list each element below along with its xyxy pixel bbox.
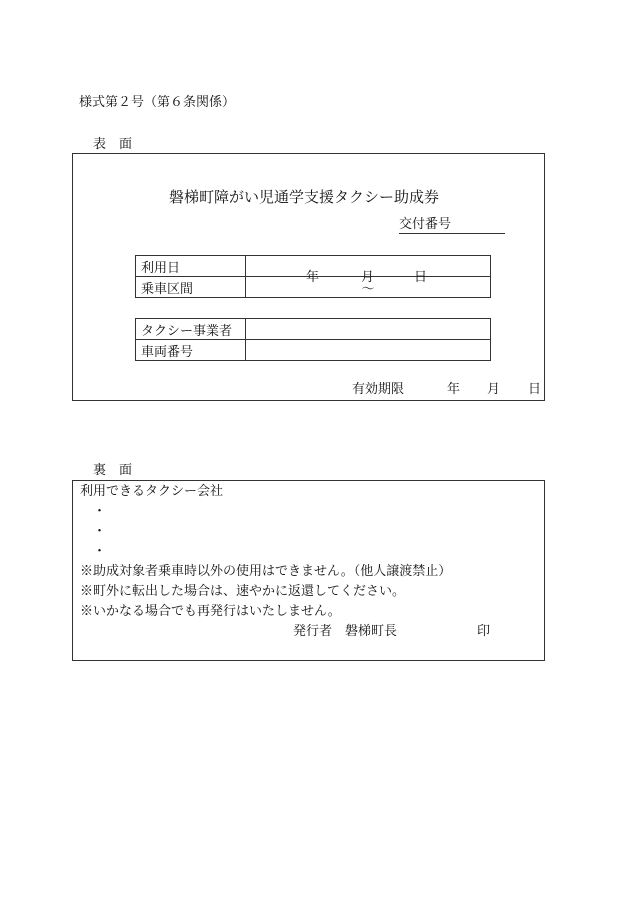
vehicle-number-row xyxy=(136,340,491,361)
usage-date-field[interactable] xyxy=(246,256,491,285)
issue-number-field[interactable] xyxy=(399,217,505,233)
back-card xyxy=(72,480,545,661)
route-separator: ～ xyxy=(361,281,375,297)
company-bullet-2: ・ xyxy=(93,524,107,539)
back-section-label: 裏 面 xyxy=(93,463,133,478)
validity-label: 有効期限 xyxy=(352,382,405,397)
seal-mark: 印 xyxy=(477,624,491,639)
front-section-label: 表 面 xyxy=(93,137,133,152)
validity-year-label: 年 xyxy=(447,382,461,397)
operator-label: タクシー事業者 xyxy=(136,319,246,340)
note-reissue: ※いかなる場合でも再発行はいたしません。 xyxy=(80,604,341,619)
vehicle-table xyxy=(135,318,491,361)
vehicle-number-field[interactable] xyxy=(246,340,491,361)
usage-day-label: 日 xyxy=(414,270,428,285)
usage-table xyxy=(135,255,491,298)
usage-date-label: 利用日 xyxy=(136,256,246,277)
company-bullet-1: ・ xyxy=(93,504,107,519)
validity-day-label: 日 xyxy=(528,382,542,397)
usage-date-row xyxy=(136,256,491,277)
validity-month-label: 月 xyxy=(487,382,501,397)
front-card xyxy=(72,153,545,401)
vehicle-number-label: 車両番号 xyxy=(136,340,246,361)
operator-field[interactable] xyxy=(246,319,491,340)
issue-number-label: 交付番号 xyxy=(399,217,452,232)
companies-label: 利用できるタクシー会社 xyxy=(80,484,224,499)
route-label: 乗車区間 xyxy=(136,277,246,298)
usage-month-label: 月 xyxy=(361,270,375,285)
voucher-title: 磐梯町障がい児通学支援タクシー助成券 xyxy=(169,188,440,206)
note-transfer: ※助成対象者乗車時以外の使用はできません。（他人譲渡禁止） xyxy=(80,564,452,579)
company-bullet-3: ・ xyxy=(93,544,107,559)
usage-year-label: 年 xyxy=(306,270,320,285)
note-return: ※町外に転出した場合は、速やかに返還してください。 xyxy=(80,584,406,599)
form-number: 様式第２号（第６条関係） xyxy=(79,95,236,110)
operator-row xyxy=(136,319,491,340)
issuer-label: 発行者 磐梯町長 xyxy=(293,624,398,639)
